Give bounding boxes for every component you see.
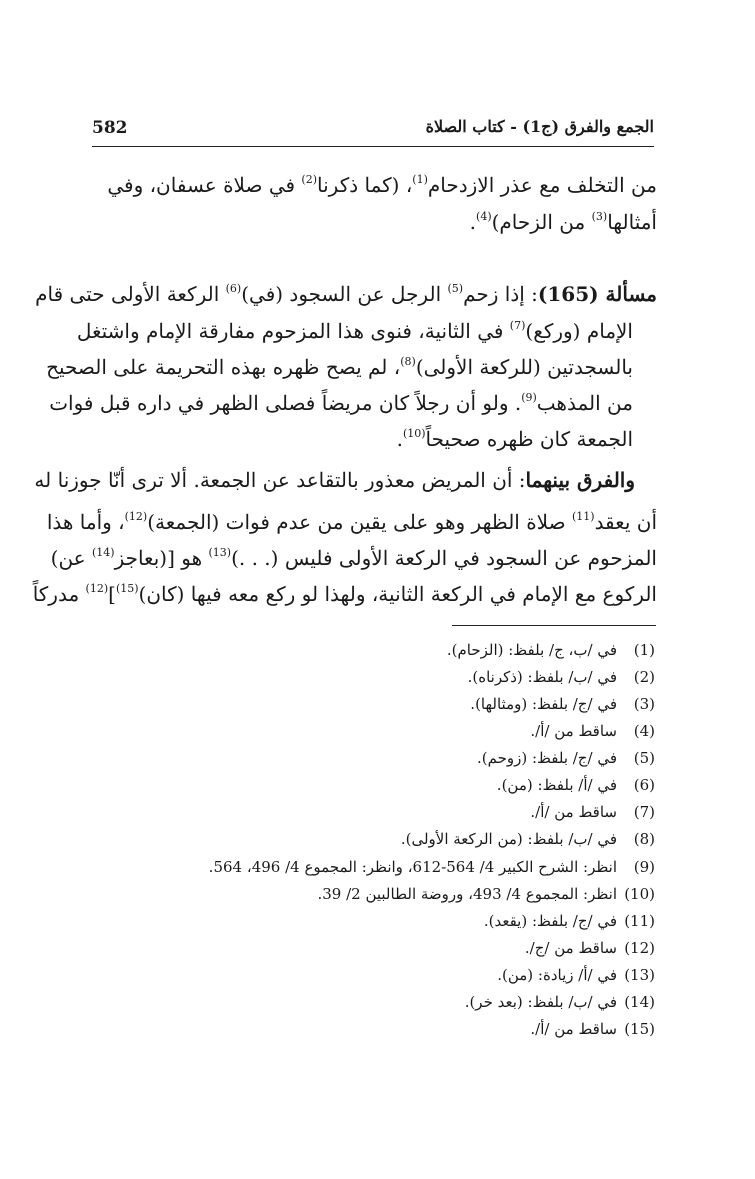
body-line: الإمام (وركع)$^{(7)}$ في الثانية، فنوى هذا المزحوم مفارقة الإمام واشتغل [76,319,633,343]
footnote: (3)في /ج/ بلفظ: (ومثالها). [470,695,655,713]
footnote: (13)في /أ/ زيادة: (من). [497,966,655,984]
footnote-ref: (11) [571,510,595,523]
footnote: (7)ساقط من /أ/. [530,803,655,821]
body-line: والفرق بينهما: أن المريض معذور بالتقاعد عن الجمعة. ألا ترى أنّا جوزنا له [34,468,635,492]
body-line: الجمعة كان ظهره صحيحاً$^{(10)}$. [396,427,633,451]
issue-heading: مسألة (165) [537,282,657,306]
footnote: (14)في /ب/ بلفظ: (بعد خر). [464,993,655,1011]
footnote-ref: (5) [447,282,464,295]
footnote: (15)ساقط من /أ/. [530,1020,655,1038]
running-title: الجمع والفرق (ج1) - كتاب الصلاة [425,117,654,136]
footnote: (12)ساقط من /ج/. [524,939,655,957]
footnote-ref: (12) [124,510,148,523]
footnote-ref: (9) [521,391,537,404]
footnote-ref: (2) [301,173,318,186]
footnote-ref: (12) [85,582,109,595]
footnote-ref: (1) [412,173,428,186]
footnote: (1)في /ب، ج/ بلفظ: (الزحام). [446,641,655,659]
footnote: (10)انظر: المجموع 4/ 493، وروضة الطالبين 2/ 39. [317,885,655,903]
footnote: (11)في /ج/ بلفظ: (يقعد). [483,912,655,930]
footnote-ref: (6) [225,282,242,295]
footnote-ref: (13) [208,546,232,559]
body-line: بالسجدتين (للركعة الأولى)$^{(8)}$، لم يصح ظهره بهذه التحريمة على الصحيح [46,355,633,379]
body-line: مسألة (165): إذا زحم$^{(5)}$ الرجل عن السجود (في)$^{(6)}$ الركعة الأولى حتى قام [35,282,657,306]
footnote: (8)في /ب/ بلفظ: (من الركعة الأولى). [400,830,655,848]
difference-heading: والفرق بينهما [525,468,635,492]
footnote: (4)ساقط من /أ/. [530,722,655,740]
body-line: من المذهب$^{(9)}$. ولو أن رجلاً كان مريضاً فصلى الظهر في داره قبل فوات [49,391,633,415]
footnote: (5)في /ج/ بلفظ: (زوحم). [476,749,655,767]
body-line: أن يعقد$^{(11)}$ صلاة الظهر وهو على يقين من عدم فوات (الجمعة)$^{(12)}$، وأما هذا [46,510,657,534]
page-number: 582 [92,118,128,138]
footnote: (9)انظر: الشرح الكبير 4/ 564-612، وانظر: المجموع 4/ 496، 564. [208,858,655,876]
body-line: المزحوم عن السجود في الركعة الأولى فليس (. . .)$^{(13)}$ هو [(بعاجز$^{(14)}$ عن) [50,546,657,570]
footnote-ref: (15) [115,582,139,595]
body-line: الركوع مع الإمام في الركعة الثانية، ولهذا لو ركع معه فيها (كان)$^{(15)}$]$^{(12)}$ مدركاً [32,582,657,606]
page-header [92,116,654,147]
footnote: (6)في /أ/ بلفظ: (من). [496,776,655,794]
body-line: من التخلف مع عذر الازدحام$^{(1)}$، (كما ذكرنا$^{(2)}$ في صلاة عسفان، وفي [107,173,657,197]
footnote-separator [452,625,656,626]
footnote-ref: (14) [91,546,115,559]
footnote-ref: (4) [476,210,492,223]
footnote-ref: (8) [400,355,416,368]
body-line: أمثالها$^{(3)}$ من الزحام)$^{(4)}$. [469,210,657,234]
footnote: (2)في /ب/ بلفظ: (ذكرناه). [467,668,655,686]
footnote-ref: (3) [591,210,608,223]
footnote-ref: (10) [402,427,426,440]
footnote-ref: (7) [509,319,526,332]
